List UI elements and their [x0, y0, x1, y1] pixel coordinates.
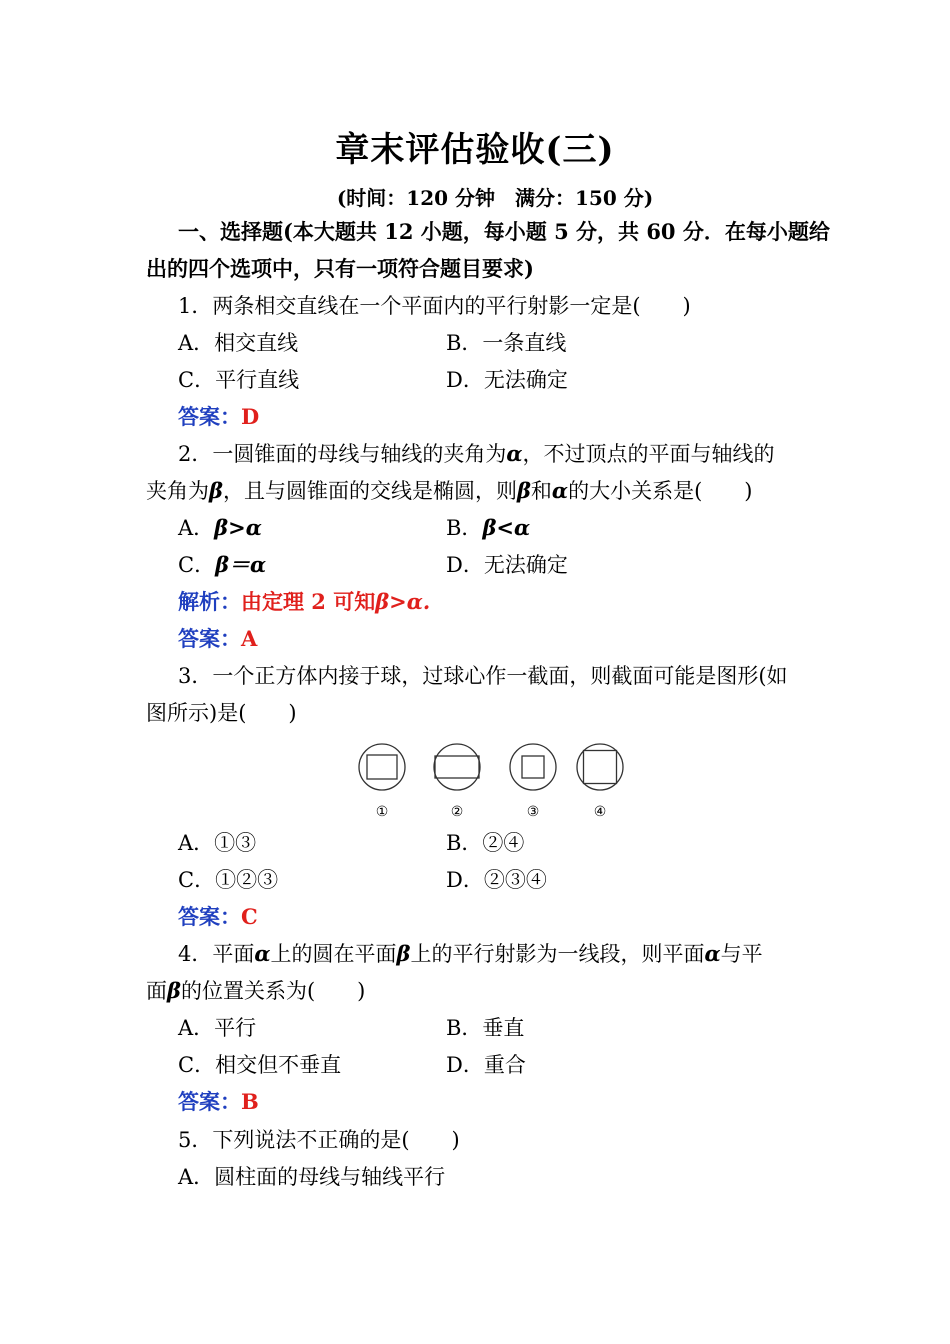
option-label: C． — [178, 553, 216, 577]
q3-option-b: B．②④ — [446, 831, 525, 855]
q4-answer — [178, 1088, 259, 1116]
answer-value: C — [241, 904, 258, 929]
alpha-symbol: α — [506, 441, 523, 466]
q4-option-d: D．重合 — [446, 1053, 526, 1077]
q4-text: 上的平行射影为一线段，则平面 — [410, 942, 705, 966]
q2-analysis — [178, 588, 430, 616]
answer-label: 答案： — [178, 1089, 241, 1114]
q2-text: 夹角为 — [146, 479, 209, 503]
option-label: B． — [446, 516, 483, 540]
cross-section-figure — [350, 738, 640, 828]
q2-answer — [178, 625, 257, 653]
q3-option-d: D．②③④ — [446, 868, 547, 892]
analysis-expr: β>α. — [375, 589, 431, 614]
q2-option-b — [446, 514, 530, 542]
analysis-label: 解析： — [178, 589, 241, 614]
q1-option-a: A．相交直线 — [178, 331, 299, 355]
beta-symbol: β — [516, 478, 531, 503]
beta-symbol: β — [209, 478, 223, 503]
section-desc: (本大题共 12 小题，每小题 5 分，共 60 分．在每小题给 — [283, 219, 830, 244]
answer-label: 答案： — [178, 904, 241, 929]
q3-option-c: C．①②③ — [178, 868, 279, 892]
figure-1 — [359, 744, 405, 820]
q2-text: 2．一圆锥面的母线与轴线的夹角为 — [178, 442, 507, 466]
answer-label: 答案： — [178, 626, 241, 651]
q3-stem-line2: 图所示)是( ) — [146, 701, 297, 725]
q1-option-c: C．平行直线 — [178, 368, 300, 392]
q2-stem-line2 — [146, 477, 752, 505]
figure-2 — [434, 744, 480, 820]
q1-stem: 1．两条相交直线在一个平面内的平行射影一定是( ) — [178, 294, 691, 318]
answer-value: B — [241, 1089, 259, 1114]
figure-4 — [577, 744, 623, 820]
q3-answer — [178, 903, 258, 931]
q3-option-a: A．①③ — [178, 831, 257, 855]
section-header — [178, 218, 830, 246]
figure-label-4: ④ — [593, 804, 607, 820]
option-label: A． — [178, 516, 215, 540]
figure-3 — [510, 744, 556, 820]
q3-stem-line1: 3．一个正方体内接于球，过球心作一截面，则截面可能是图形(如 — [178, 664, 788, 688]
alpha-symbol: α — [551, 478, 569, 503]
q4-option-a: A．平行 — [178, 1016, 257, 1040]
q4-text: 与平 — [720, 942, 763, 966]
figure-label-1: ① — [375, 804, 389, 820]
q4-text: 的位置关系为( ) — [180, 979, 366, 1003]
q1-answer — [178, 403, 259, 431]
alpha-symbol: α — [254, 941, 271, 966]
answer-label: 答案： — [178, 404, 241, 429]
q4-stem-line1 — [178, 940, 763, 968]
section-heading: 一、选择题 — [178, 219, 283, 244]
q1-option-d: D．无法确定 — [446, 368, 568, 392]
q5-stem: 5．下列说法不正确的是( ) — [178, 1128, 460, 1152]
figure-label-3: ③ — [526, 804, 540, 820]
beta-symbol: β — [167, 978, 181, 1003]
exam-info: (时间：120 分钟 满分：150 分) — [336, 186, 654, 210]
q2-option-c — [178, 551, 266, 579]
q2-option-a — [178, 514, 262, 542]
q4-text: 面 — [146, 979, 167, 1003]
option-expr: β<α — [482, 515, 531, 540]
q2-option-d: D．无法确定 — [446, 553, 568, 577]
q4-stem-line2 — [146, 977, 365, 1005]
q2-stem-line1 — [178, 440, 775, 468]
q2-text: ，不过顶点的平面与轴线的 — [522, 442, 775, 466]
analysis-text: 由定理 2 可知 — [241, 589, 376, 614]
q4-option-b: B．垂直 — [446, 1016, 525, 1040]
q2-text: 的大小关系是( ) — [568, 479, 753, 503]
option-expr: β＝α — [215, 552, 267, 577]
q4-text: 4．平面 — [178, 942, 255, 966]
page-title: 章末评估验收(三) — [335, 130, 615, 170]
beta-symbol: β — [396, 941, 411, 966]
q4-option-c: C．相交但不垂直 — [178, 1053, 342, 1077]
figure-label-2: ② — [450, 804, 464, 820]
q4-text: 上的圆在平面 — [270, 942, 397, 966]
answer-value: D — [241, 404, 260, 429]
q1-option-b: B．一条直线 — [446, 331, 567, 355]
alpha-symbol: α — [704, 941, 721, 966]
q2-text: 和 — [530, 479, 552, 503]
q5-option-a: A．圆柱面的母线与轴线平行 — [178, 1165, 446, 1189]
option-expr: β>α — [214, 515, 262, 540]
section-desc-cont: 出的四个选项中，只有一项符合题目要求) — [146, 256, 534, 281]
answer-value: A — [241, 626, 258, 651]
q2-text: ，且与圆锥面的交线是椭圆，则 — [222, 479, 517, 503]
